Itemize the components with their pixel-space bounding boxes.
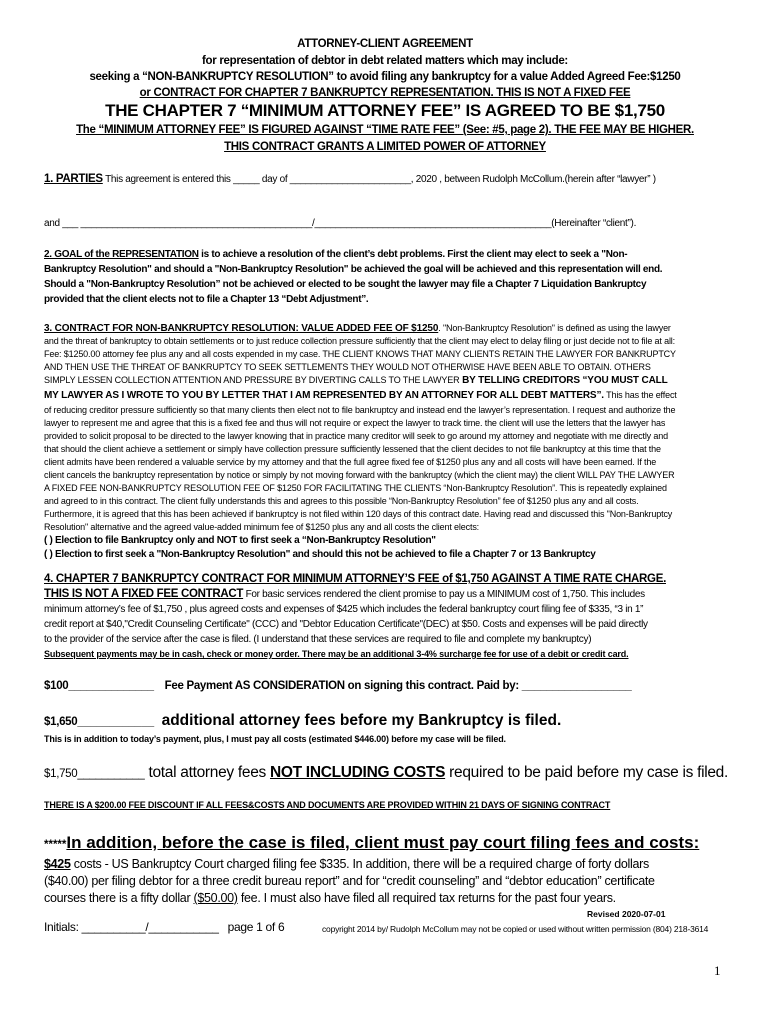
goal-line: Should a "Non-Bankruptcy Resolution” not be achieved or elected to be sought the lawyer may file a Chapter 7 Liquidation Bankruptcy: [44, 279, 647, 290]
contract-line: Furthermore, it is agreed that this has been achieved if bankruptcy is not filed within 120 days of this contract date. Having read and discussed this "Non-Bankruptcy: [44, 509, 673, 519]
court-fees-heading-line: [44, 833, 699, 853]
court-costs-amount: $425: [44, 857, 71, 871]
election-bankruptcy-only[interactable]: ( ) Election to file Bankruptcy only and NOT to first seek a “Non-Bankruptcy Resolution": [44, 535, 436, 546]
court-line-rest: fee. I must also have filed all required tax returns for the past four years.: [237, 891, 616, 905]
consideration-amount: $100: [44, 680, 69, 692]
copyright-notice: copyright 2014 by/ Rudolph McCollum may not be copied or used without written permission (804) 218-3614: [322, 924, 709, 934]
contract-line: and the threat of bankruptcy to obtain settlements or to just reduce collection pressure sufficiently that the client may elect to delay filing or just decide not to file at all:: [44, 336, 675, 346]
fifty-dollar-fee: ($50.00): [193, 891, 238, 905]
contract-line: lawyer to represent me and agree that this is a fixed fee and thus will not require or expect the lawyer to track time. the client will use the letters that the lawyer has: [44, 418, 666, 428]
power-of-attorney-note: THIS CONTRACT GRANTS A LIMITED POWER OF ATTORNEY: [224, 141, 546, 153]
header-line-3: seeking a “NON-BANKRUPTCY RESOLUTION” to avoid filing any bankruptcy for a value Added Agreed Fee:$1250: [89, 71, 681, 83]
total-fee-line: [44, 764, 728, 782]
contract-line: and agreed to in this contract. The client fully understands this and agrees to this possible “Non-Bankruptcy Resolution” fee of $1250 plus any and all costs.: [44, 496, 639, 506]
contract-line: Resolution" alternative and the agreed value-added minimum fee of $1250 plus any and all costs the client elects:: [44, 522, 480, 532]
additional-blank[interactable]: ____________: [77, 716, 155, 728]
chapter7-line: credit report at $40,"Credit Counseling Certificate" (CCC) and "Debtor Education Certificate"(DEC) at $50. Costs and expenses will be paid directly: [44, 619, 648, 630]
initials-line: [44, 920, 284, 934]
contract-line-bold: MY LAWYER AS I WROTE TO YOU BY LETTER THAT I AM REPRESENTED BY AN ATTORNEY FOR ALL DEBT MATTERS”.: [44, 390, 604, 401]
contract-line: SIMPLY LESSEN COLLECTION ATTENTION AND PRESSURE BY DIVERTING CALLS TO THE LAWYER: [44, 375, 460, 385]
additional-period: .: [556, 712, 562, 729]
contract-line-bold: BY TELLING CREDITORS “YOU MUST CALL: [459, 375, 668, 386]
contract-section: [44, 322, 728, 562]
discount-note: THERE IS A $200.00 FEE DISCOUNT IF ALL FEES&COSTS AND DOCUMENTS ARE PROVIDED WITHIN 21 DAYS OF SIGNING CONTRACT: [44, 800, 611, 810]
contract-line: of reducing creditor pressure sufficiently so that many clients then elect not to file bankruptcy and instead end the lawyer’s representation. I request and authorize the: [44, 405, 676, 415]
consideration-line: [44, 680, 632, 692]
contract-line: client admits have been rendered a valuable service by my attorney and that the full agree fixed fee of $1250 plus any and all costs will have been earned. If the: [44, 457, 657, 467]
parties-heading: 1. PARTIES: [44, 173, 103, 185]
court-fees-heading: In addition, before the case is filed, client must pay court filing fees and costs:: [66, 833, 700, 852]
revised-date: Revised 2020-07-01: [587, 909, 666, 919]
chapter7-section: [44, 572, 728, 662]
page-label: page 1 of 6: [227, 920, 285, 934]
header-line-2: for representation of debtor in debt related matters which may include:: [202, 55, 568, 67]
contract-line: This has the effect: [603, 390, 677, 400]
court-line: costs - US Bankruptcy Court charged filing fee $335. In addition, there will be a required charge of forty dollars: [70, 857, 649, 871]
contract-line: AND THEN USE THE THREAT OF BANKRUPTCY TO SEEK SETTLEMENTS THEY WOULD NOT OTHERWISE HAVE BEEN ABLE TO OBTAIN. OTHERS: [44, 362, 651, 372]
chapter7-line: to the provider of the service after the case is filed. (I understand that these services are required to file and complete my bankruptcy): [44, 634, 592, 645]
not-fixed-fee-heading: THIS IS NOT A FIXED FEE CONTRACT: [44, 588, 244, 600]
not-including-costs: NOT INCLUDING COSTS: [269, 764, 446, 781]
contract-line: Fee: $1250.00 attorney fee plus any and all costs expended in my case. THE CLIENT KNOWS THAT MANY CLIENTS RETAIN THE LAWYER FOR BANKRUPTCY: [44, 349, 676, 359]
payment-methods-note: Subsequent payments may be in cash, check or money order. There may be an additional 3-4% surcharge fee for use of a debit or credit card.: [44, 649, 629, 659]
consideration-text: Fee Payment AS CONSIDERATION on signing this contract. Paid by: __________________: [164, 680, 632, 692]
additional-fee-line: [44, 712, 561, 730]
stars: *****: [44, 839, 67, 851]
election-non-bankruptcy-first[interactable]: ( ) Election to first seek a "Non-Bankruptcy Resolution" and should this not be achieved to file a Chapter 7 or 13 Bankruptcy: [44, 549, 596, 560]
goal-section: [44, 247, 728, 307]
total-text-rest: required to be paid before my case is filed.: [445, 764, 729, 781]
additional-fee-note: This is in addition to today’s payment, plus, I must pay all costs (estimated $446.00) before my case will be filed.: [44, 734, 506, 744]
contract-line: A FIXED FEE NON-BANKRUPTCY RESOLUTION FEE OF $1250 FOR FACILITATING THE CLIENTS “Non-Bankruptcy Resolution”. This is repeatedly explained: [44, 483, 667, 493]
chapter7-line: minimum attorney’s fee of $1,750 , plus agreed costs and expenses of $425 which includes the federal bankruptcy court filing fee of $335, “3 in 1”: [44, 604, 644, 615]
court-line: courses there is a fifty dollar: [44, 891, 194, 905]
goal-line: Bankruptcy Resolution" and should a "Non-Bankruptcy Resolution" be achieved the goal will be achieved and this representation will end.: [44, 264, 663, 275]
goal-heading: 2. GOAL of the REPRESENTATION: [44, 249, 199, 260]
total-amount: $1,750: [44, 768, 78, 780]
consideration-blank[interactable]: ______________: [68, 680, 154, 692]
additional-amount: $1,650: [44, 716, 78, 728]
agreement-title: ATTORNEY-CLIENT AGREEMENT: [297, 38, 473, 50]
header-line-6: The “MINIMUM ATTORNEY FEE” IS FIGURED AGAINST “TIME RATE FEE” (See: #5, page 2). THE FEE MAY BE HIGHER.: [76, 124, 694, 136]
initials-field[interactable]: Initials: __________/___________: [44, 920, 219, 934]
goal-line: provided that the client elects not to file a Chapter 13 “Debt Adjustment”.: [44, 294, 369, 305]
total-text: total attorney fees: [148, 764, 270, 781]
contract-line: provided to solicit proposal to be directed to the lawyer knowing that in practice many creditor will seek to go around my attorney and negotiate with me directly and: [44, 431, 668, 441]
total-blank[interactable]: ___________: [77, 768, 145, 780]
additional-text: additional attorney fees before my Bankruptcy is filed: [161, 712, 557, 729]
court-fees-section: [44, 856, 728, 907]
contract-line: . "Non-Bankruptcy Resolution" is defined as using the lawyer: [438, 323, 671, 333]
parties-and-line: and ___ ____________________________________________/_____________________________________________(Hereinafter “client”).: [44, 218, 637, 229]
page-number: 1: [714, 963, 721, 978]
parties-text: This agreement is entered this _____ day of _______________________, 2020 , between Rudolph McCollum.(herein after “lawyer” ): [105, 174, 656, 185]
contract-line: client cancels the bankruptcy representation by notice or simply by not moving forward with the bankruptcy (which the client may) the client WILL PAY THE LAWYER: [44, 470, 675, 480]
goal-line: is to achieve a resolution of the client’s debt problems. First the client may elect to seek a "Non-: [198, 249, 628, 260]
chapter7-line: For basic services rendered the client promise to pay us a MINIMUM cost of 1,750. This includes: [243, 589, 645, 600]
header-line-4: or CONTRACT FOR CHAPTER 7 BANKRUPTCY REPRESENTATION. THIS IS NOT A FIXED FEE: [139, 87, 631, 99]
court-line: ($40.00) per filing debtor for a three credit bureau report” and for “credit counseling” and “debtor education” certificate: [44, 874, 655, 888]
chapter7-heading: 4. CHAPTER 7 BANKRUPTCY CONTRACT FOR MINIMUM ATTORNEY’S FEE of $1,750 AGAINST A TIME RATE CHARGE.: [44, 573, 666, 585]
contract-line: that should the client achieve a settlement or simply have collection pressure sufficiently lessened that the client decides to not file bankruptcy at this time that the: [44, 444, 661, 454]
parties-line: [44, 173, 656, 185]
headline: THE CHAPTER 7 “MINIMUM ATTORNEY FEE” IS AGREED TO BE $1,750: [105, 101, 665, 120]
contract-heading: 3. CONTRACT FOR NON-BANKRUPTCY RESOLUTION: VALUE ADDED FEE OF $1250: [44, 323, 439, 334]
